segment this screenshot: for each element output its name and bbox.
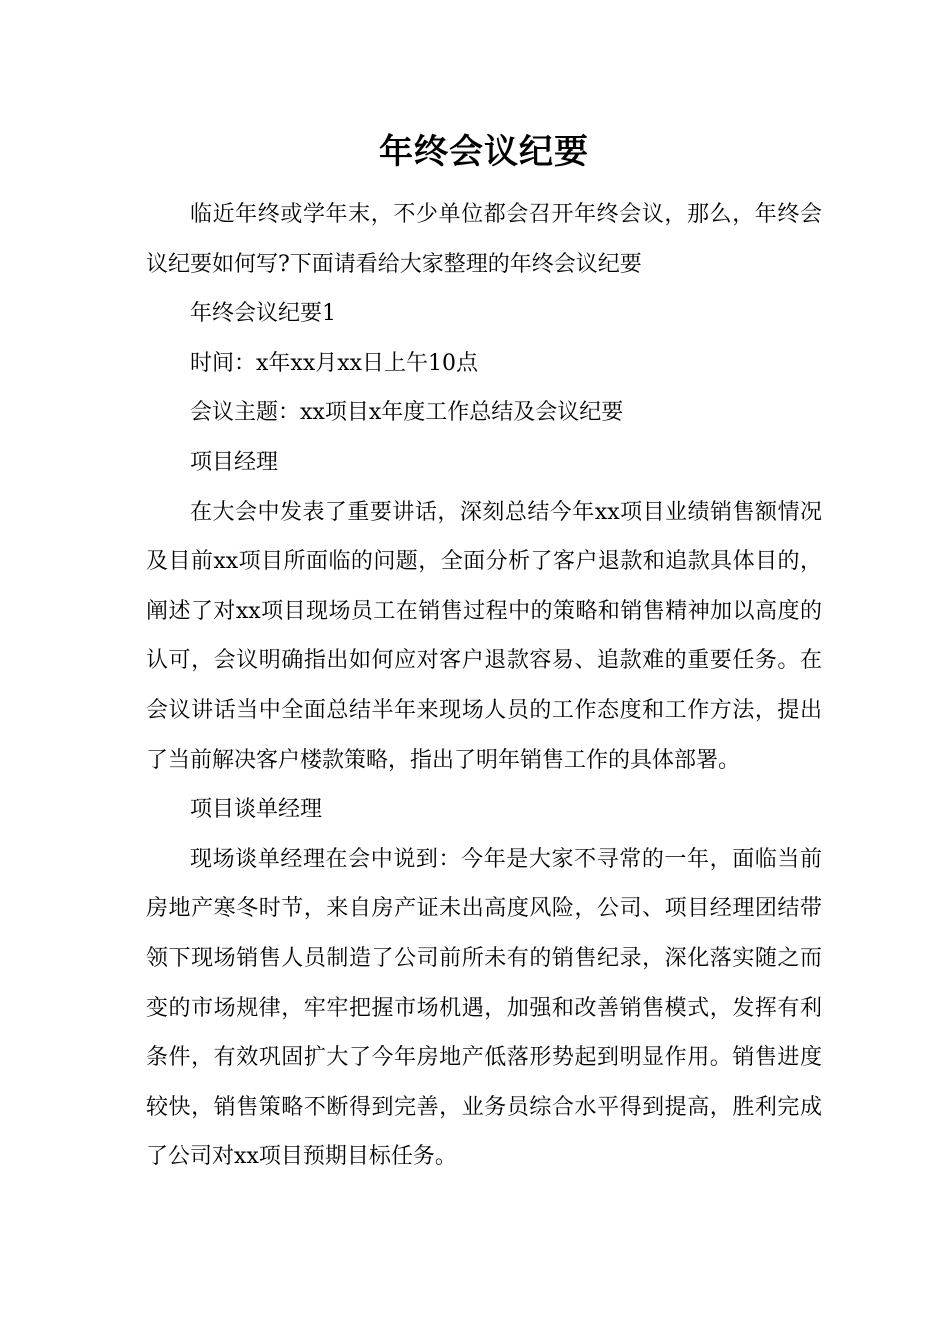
intro-paragraph: 临近年终或学年末，不少单位都会召开年终会议，那么，年终会议纪要如何写?下面请看给大家整理的年终会议纪要 [146, 202, 822, 277]
document-title: 年终会议纪要 [379, 132, 589, 172]
meeting-time: 时间：x年xx月xx日上午10点 [190, 350, 479, 376]
project-manager-speech: 在大会中发表了重要讲话，深刻总结今年xx项目业绩销售额情况及目前xx项目所面临的问题，全面分析了客户退款和追款具体目的，阐述了对xx项目现场员工在销售过程中的策略和销售精神加以高度的认可，会议明确指出如何应对客户退款容易、追款难的重要任务。在会议讲话当中全面总结半年来现场人员的工作态度和工作方法，提出了当前解决客户楼款策略，指出了明年销售工作的具体部署。 [146, 499, 822, 773]
document-page [146, 124, 822, 1182]
negotiation-manager-speech: 现场谈单经理在会中说到：今年是大家不寻常的一年，面临当前房地产寒冬时节，来自房产证未出高度风险，公司、项目经理团结带领下现场销售人员制造了公司前所未有的销售纪录，深化落实随之而变的市场规律，牢牢把握市场机遇，加强和改善销售模式，发挥有利条件，有效巩固扩大了今年房地产低落形势起到明显作用。销售进度较快，销售策略不断得到完善，业务员综合水平得到提高，胜利完成了公司对xx项目预期目标任务。 [146, 846, 822, 1170]
speaker-project-manager: 项目经理 [190, 449, 279, 475]
section-heading-minutes-1: 年终会议纪要1 [190, 301, 336, 327]
meeting-topic: 会议主题：xx项目x年度工作总结及会议纪要 [190, 400, 624, 426]
speaker-negotiation-manager: 项目谈单经理 [190, 797, 323, 823]
